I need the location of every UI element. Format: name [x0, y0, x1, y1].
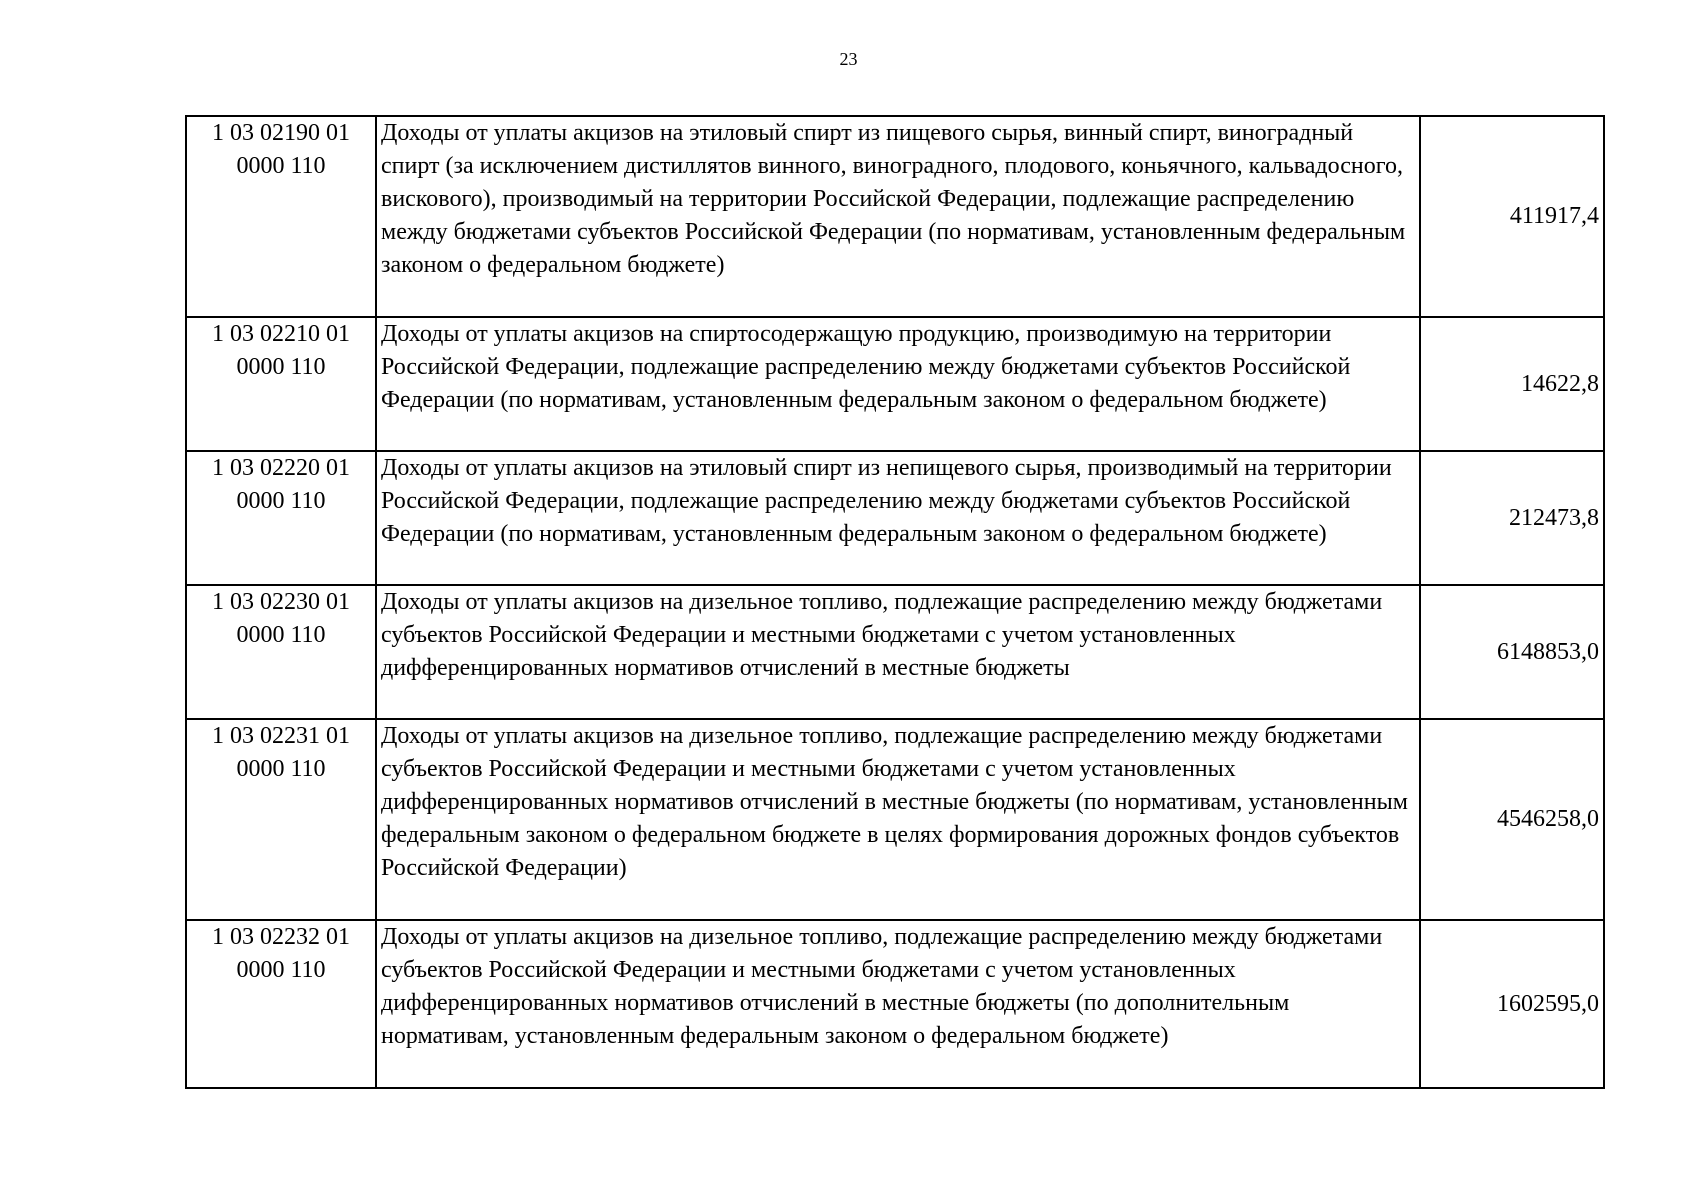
budget-code-cell: 1 03 02232 01 0000 110 [186, 920, 376, 1088]
amount-cell: 212473,8 [1420, 451, 1604, 585]
budget-code-cell: 1 03 02220 01 0000 110 [186, 451, 376, 585]
description-cell: Доходы от уплаты акцизов на этиловый спирт из пищевого сырья, винный спирт, виноградный спирт (за исключением дистиллятов винного, виноградного, плодового, коньячного, кальвадосного, вискового), производимый на территории Российской Федерации, подлежащие распределению между бюджетами субъектов Российской Федерации (по нормативам, установленным федеральным законом о федеральном бюджете) [376, 116, 1420, 317]
table-row [186, 317, 1604, 451]
revenue-table [185, 115, 1605, 1089]
table-row [186, 585, 1604, 719]
description-cell: Доходы от уплаты акцизов на дизельное топливо, подлежащие распределению между бюджетами субъектов Российской Федерации и местными бюджетами с учетом установленных дифференцированных нормативов отчислений в местные бюджеты [376, 585, 1420, 719]
budget-code-cell: 1 03 02190 01 0000 110 [186, 116, 376, 317]
budget-code-cell: 1 03 02230 01 0000 110 [186, 585, 376, 719]
amount-cell: 6148853,0 [1420, 585, 1604, 719]
table-row [186, 719, 1604, 920]
description-cell: Доходы от уплаты акцизов на этиловый спирт из непищевого сырья, производимый на территории Российской Федерации, подлежащие распределению между бюджетами субъектов Российской Федерации (по нормативам, установленным федеральным законом о федеральном бюджете) [376, 451, 1420, 585]
amount-cell: 411917,4 [1420, 116, 1604, 317]
description-cell: Доходы от уплаты акцизов на дизельное топливо, подлежащие распределению между бюджетами субъектов Российской Федерации и местными бюджетами с учетом установленных дифференцированных нормативов отчислений в местные бюджеты (по дополнительным нормативам, установленным федеральным законом о федеральном бюджете) [376, 920, 1420, 1088]
amount-cell: 14622,8 [1420, 317, 1604, 451]
table-row [186, 451, 1604, 585]
table-row [186, 920, 1604, 1088]
budget-code-cell: 1 03 02210 01 0000 110 [186, 317, 376, 451]
page-number: 23 [839, 49, 858, 69]
table-row [186, 116, 1604, 317]
budget-code-cell: 1 03 02231 01 0000 110 [186, 719, 376, 920]
amount-cell: 1602595,0 [1420, 920, 1604, 1088]
description-cell: Доходы от уплаты акцизов на спиртосодержащую продукцию, производимую на территории Российской Федерации, подлежащие распределению между бюджетами субъектов Российской Федерации (по нормативам, установленным федеральным законом о федеральном бюджете) [376, 317, 1420, 451]
description-cell: Доходы от уплаты акцизов на дизельное топливо, подлежащие распределению между бюджетами субъектов Российской Федерации и местными бюджетами с учетом установленных дифференцированных нормативов отчислений в местные бюджеты (по нормативам, установленным федеральным законом о федеральном бюджете в целях формирования дорожных фондов субъектов Российской Федерации) [376, 719, 1420, 920]
amount-cell: 4546258,0 [1420, 719, 1604, 920]
